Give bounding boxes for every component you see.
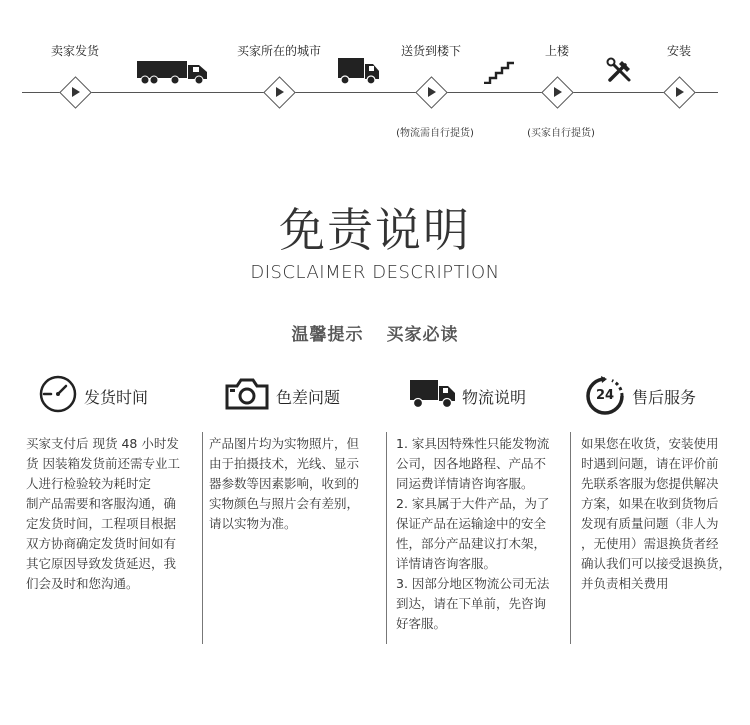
text-line: 双方协商确定发货时间如有: [26, 536, 177, 551]
24h-icon-text: 24: [595, 388, 615, 403]
text-line: 3. 因部分地区物流公司无法: [396, 576, 550, 591]
24h-service-icon: [584, 375, 626, 417]
page-title-english: DISCLAIMER DESCRIPTION: [250, 262, 500, 283]
section-header-shipping-time: [38, 374, 148, 418]
text-line: 到达，请在下单前，先咨询: [396, 596, 547, 611]
section-header-after-sales: [584, 374, 696, 418]
section-body-color-difference: [209, 434, 381, 534]
timeline-node-1: [60, 77, 90, 107]
text-line: 好客服。: [396, 616, 447, 631]
text-line: 公司，因各地路程、产品不: [396, 456, 547, 471]
column-divider: [570, 432, 571, 644]
section-title-color-difference: 色差问题: [276, 387, 341, 407]
step-label-downstairs: 送货到楼下: [400, 44, 462, 58]
stairs-icon: [483, 60, 515, 88]
timeline-node-2: [264, 77, 294, 107]
section-title-logistics: 物流说明: [462, 387, 527, 407]
tools-icon: [605, 56, 635, 90]
text-line: 发现有质量问题（非人为: [581, 516, 719, 531]
text-line: 由于拍摄技术，光线、显示: [209, 456, 360, 471]
timeline-node-4: [542, 77, 572, 107]
section-header-logistics: [410, 374, 526, 418]
text-line: 先联系客服为您提供解决: [581, 476, 719, 491]
small-truck-icon: [338, 56, 380, 90]
text-line: 并负责相关费用: [581, 576, 669, 591]
timeline-node-3: [416, 77, 446, 107]
column-divider: [202, 432, 203, 644]
text-line: 请以实物为准。: [209, 516, 297, 531]
camera-icon: [224, 377, 270, 415]
section-header-color-difference: [224, 374, 340, 418]
section-title-after-sales: 售后服务: [632, 387, 697, 407]
text-line: 详情请咨询客服。: [396, 556, 497, 571]
step-label-install: 安装: [666, 44, 692, 58]
truck-icon: [410, 378, 456, 414]
step-note-buyer: (买家自行提货): [527, 128, 595, 139]
section-body-shipping-time: [26, 434, 198, 594]
section-title-shipping-time: 发货时间: [84, 387, 149, 407]
section-body-after-sales: [581, 434, 746, 594]
timeline-line: [22, 92, 718, 93]
text-line: 其它原因导致发货延迟，我: [26, 556, 177, 571]
text-line: 们会及时和您沟通。: [26, 576, 139, 591]
text-line: 定发货时间，工程项目根据: [26, 516, 177, 531]
step-note-logistics: (物流需自行提货): [396, 128, 474, 139]
text-line: ，无使用）需退换货者经: [581, 536, 719, 551]
text-line: 器参数等因素影响，收到的: [209, 476, 360, 491]
text-line: 同运费详情请咨询客服。: [396, 476, 534, 491]
step-label-ship: 卖家发货: [50, 44, 100, 58]
notice-subtitle: 温馨提示 买家必读: [291, 325, 459, 345]
text-line: 时遇到问题，请在评价前: [581, 456, 719, 471]
text-line: 产品图片均为实物照片，但: [209, 436, 360, 451]
clock-icon: [38, 374, 78, 418]
text-line: 实物颜色与照片会有差别，: [209, 496, 360, 511]
column-divider: [386, 432, 387, 644]
section-body-logistics: [396, 434, 568, 634]
text-line: 确认我们可以接受退换货，: [581, 556, 732, 571]
text-line: 2. 家具属于大件产品，为了: [396, 496, 550, 511]
text-line: 保证产品在运输途中的安全: [396, 516, 547, 531]
timeline-node-5: [664, 77, 694, 107]
text-line: 人进行检验较为耗时定: [26, 476, 152, 491]
text-line: 方案，如果在收到货物后: [581, 496, 719, 511]
text-line: 买家支付后 现货 48 小时发: [26, 436, 179, 451]
large-truck-icon: [137, 58, 209, 90]
text-line: 如果您在收货，安装使用: [581, 436, 719, 451]
text-line: 1. 家具因特殊性只能发物流: [396, 436, 550, 451]
step-label-upstairs: 上楼: [544, 44, 570, 58]
step-label-city: 买家所在的城市: [236, 44, 322, 58]
page-title: 免责说明: [279, 203, 471, 257]
text-line: 货 因装箱发货前还需专业工: [26, 456, 180, 471]
text-line: 性，部分产品建议打木架，: [396, 536, 547, 551]
text-line: 制产品需要和客服沟通，确: [26, 496, 177, 511]
